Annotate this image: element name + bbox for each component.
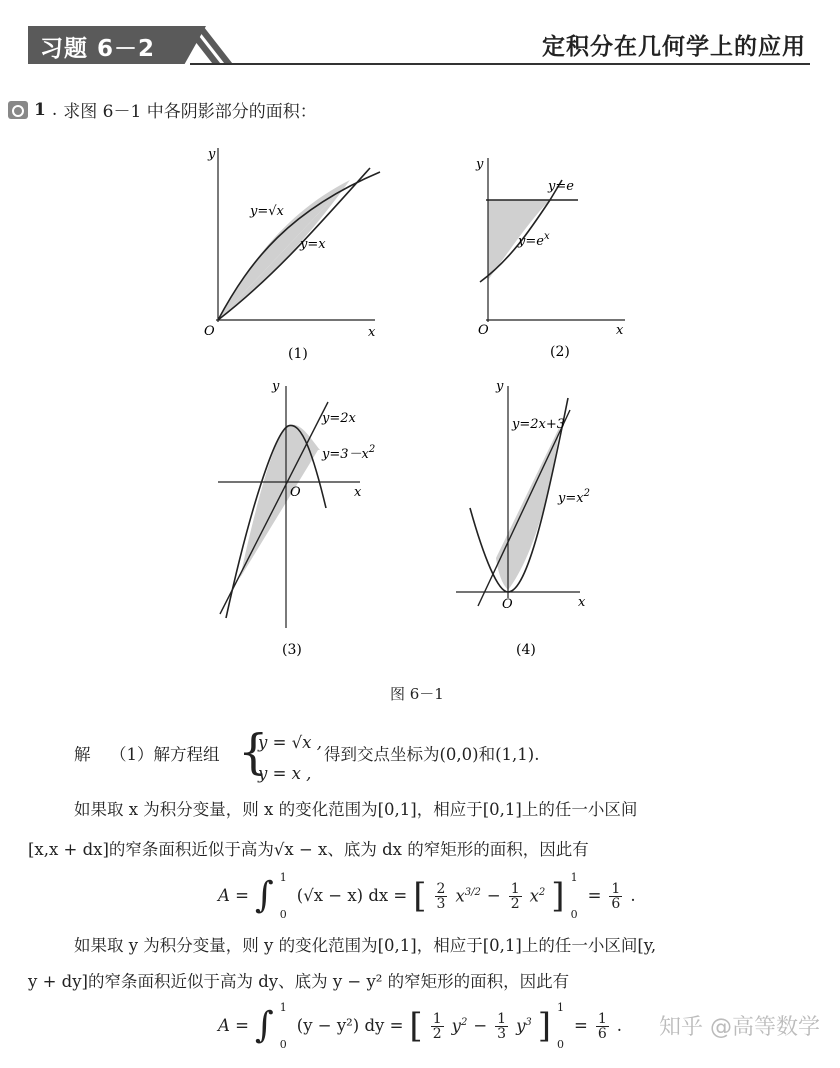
exponent: 3 [525, 1016, 532, 1028]
result-fraction: $\frac{1}{6}$ [611, 880, 621, 912]
operator: − [473, 1015, 488, 1035]
section-label: 习题 6－2 [40, 36, 156, 62]
chapter-title: 定积分在几何学上的应用 [542, 34, 806, 60]
formula-lhs: A = [218, 1015, 249, 1035]
bracket-right: ] [551, 876, 565, 916]
curve-label: $y=e^x$ [518, 231, 550, 249]
fraction: $\frac{1}{2}$ [432, 1010, 442, 1042]
system-eq1: y = √x , [258, 733, 322, 752]
term: y [451, 1016, 461, 1035]
figure-1 [190, 140, 400, 370]
bracket-right: ] [537, 1006, 552, 1046]
formula-1: A = ∫ 1 0 (√x − x) dx = [ $\frac{2}{3}$ $x^{3/2}$ − $\frac{1}{2}$ $x^2$ ] 1 0 = $\frac{1}{6}$ . [218, 871, 636, 921]
paragraph-line: 如果取 x 为积分变量，则 x 的变化范围为[0,1]，相应于[0,1]上的任一小区间 [74, 800, 638, 819]
bracket-limits: 1 0 [557, 1001, 565, 1051]
solution-part: （1）解方程组 [110, 745, 220, 764]
term: y [516, 1016, 526, 1035]
x-label: x [368, 325, 376, 340]
watermark: 知乎 @高等数学 [659, 1015, 820, 1040]
header-rule [190, 63, 810, 65]
magnifier-icon [8, 101, 28, 119]
bracket-limits: 1 0 [570, 871, 578, 921]
figure-caption: (1) [288, 346, 308, 362]
figure-group-caption: 图 6－1 [390, 685, 444, 703]
figure-3 [210, 378, 390, 668]
x-label: x [616, 323, 624, 338]
figure-caption: (3) [282, 642, 302, 658]
y-label: y [496, 379, 504, 394]
figure-4 [450, 378, 610, 668]
y-label: y [208, 147, 216, 162]
formula-lhs: A = [218, 885, 249, 905]
curve-label: y=√x [250, 204, 284, 219]
curve-label: y=e [548, 179, 574, 194]
x-label: x [354, 485, 362, 500]
line-2x [220, 402, 328, 614]
term: x [529, 886, 539, 905]
integrand: (√x − x) dx = [296, 885, 408, 905]
integral-sign: ∫ [255, 875, 274, 916]
curve-label: y=x [300, 237, 326, 252]
problem-number: 1 [34, 99, 46, 120]
solution-prefix: 解 [74, 745, 91, 764]
line-2x3 [478, 410, 570, 606]
operator: − [486, 885, 501, 905]
curve-label: $y=3-x^2$ [322, 444, 376, 462]
shaded-region [218, 180, 350, 320]
paragraph-line: y + dy]的窄条面积近似于高为 dy、底为 y − y² 的窄矩形的面积，因此有 [28, 972, 570, 991]
origin-label: O [204, 324, 215, 339]
curve-label: y=2x+3 [512, 417, 566, 432]
curve-label: $y=x^2$ [558, 488, 590, 506]
figure-caption: (4) [516, 642, 536, 658]
formula-2: A = ∫ 1 0 (y − y²) dy = [ $\frac{1}{2}$ $y^2$ − $\frac{1}{3}$ $y^3$ ] 1 0 = $\frac{1}{6}$ . [218, 1001, 623, 1051]
figure-2 [470, 150, 640, 370]
exponent: 2 [460, 1016, 468, 1028]
x-label: x [578, 595, 586, 610]
integral-limits: 1 0 [279, 1001, 287, 1051]
curve-label: y=2x [322, 411, 356, 426]
figure-caption: (2) [550, 344, 570, 360]
y-label: y [476, 157, 484, 172]
integrand: (y − y²) dy = [296, 1015, 404, 1035]
bracket-left: [ [409, 1006, 423, 1046]
system-result: 得到交点坐标为(0,0)和(1,1). [324, 745, 540, 764]
exponent: 3/2 [464, 886, 481, 898]
paragraph-line: [x,x + dx]的窄条面积近似于高为√x − x、底为 dx 的窄矩形的面积，因此有 [28, 840, 589, 859]
origin-label: O [290, 485, 301, 500]
term: x [455, 886, 465, 905]
bracket-left: [ [413, 876, 427, 916]
fraction: $\frac{1}{3}$ [497, 1010, 507, 1042]
paragraph-line: 如果取 y 为积分变量，则 y 的变化范围为[0,1]，相应于[0,1]上的任一小区间[y, [74, 936, 657, 955]
origin-label: O [502, 597, 513, 612]
fraction: $\frac{1}{2}$ [510, 880, 520, 912]
system-brace: { [238, 724, 269, 780]
origin-label: O [478, 323, 489, 338]
exponent: 2 [538, 886, 546, 898]
integral-limits: 1 0 [279, 871, 287, 921]
page-header [0, 0, 840, 80]
system-eq2: y = x , [258, 764, 312, 783]
fraction: $\frac{2}{3}$ [436, 880, 446, 912]
y-label: y [272, 379, 280, 394]
problem-statement: 1 . 求图 6－1 中各阴影部分的面积： [8, 97, 317, 122]
problem-text: 求图 6－1 中各阴影部分的面积： [63, 102, 317, 122]
integral-sign: ∫ [255, 1005, 274, 1046]
result-fraction: $\frac{1}{6}$ [597, 1010, 607, 1042]
